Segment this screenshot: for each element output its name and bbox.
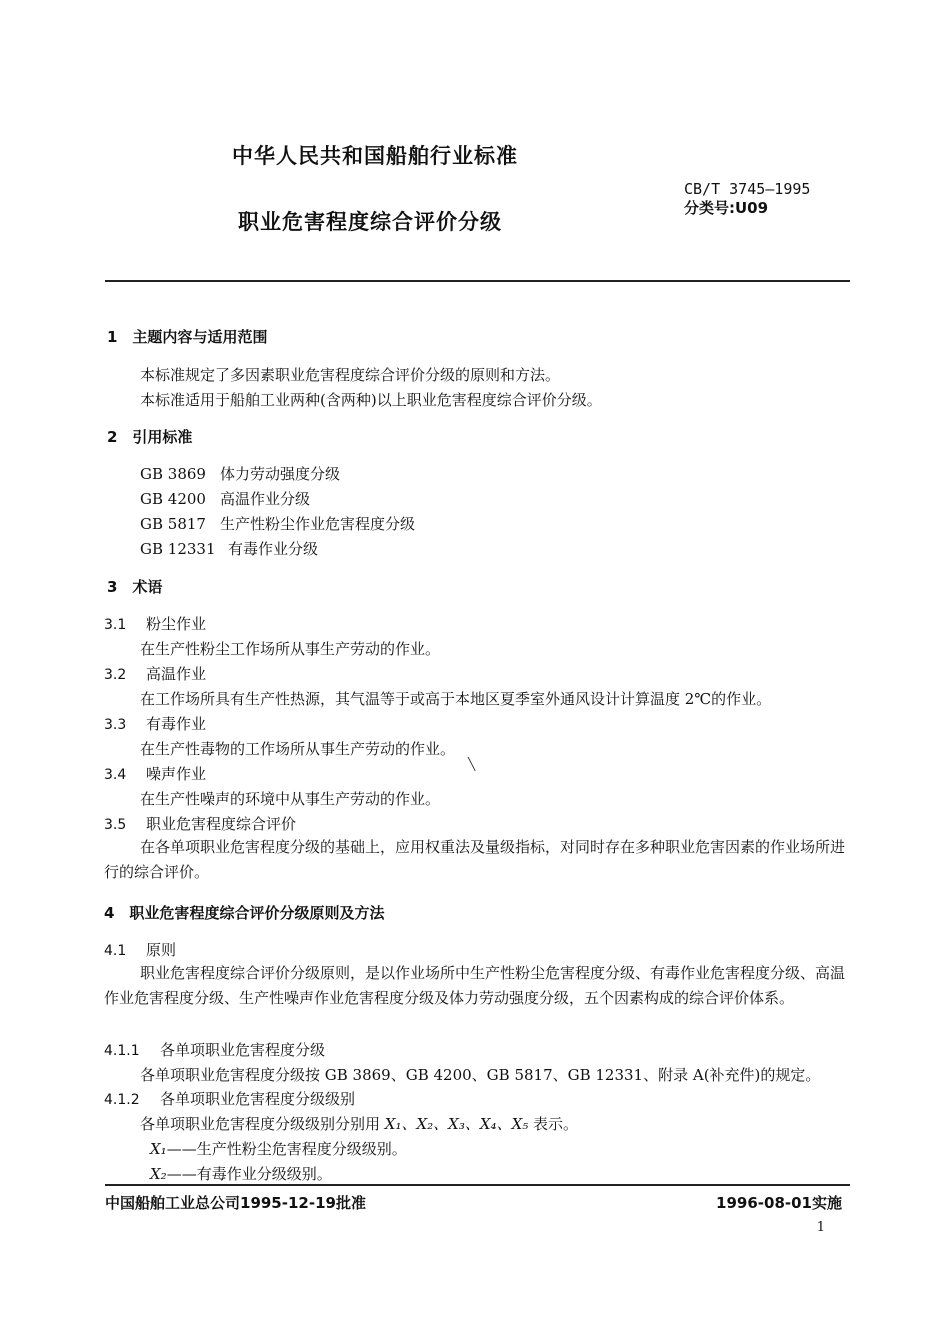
subsection-4-1-1-text: 各单项职业危害程度分级按 GB 3869、GB 4200、GB 5817、GB 12331、附录 A(补充件)的规定。 [140, 1066, 821, 1084]
variable-definition [150, 1138, 407, 1159]
standard-code: CB/T 3745—1995 [684, 180, 811, 198]
subsection-number: 4.1.1 [104, 1043, 140, 1059]
variable-text: ——有毒作业分级级别。 [166, 1165, 332, 1183]
text-segment: 各单项职业危害程度分级级别分别用 [140, 1115, 381, 1133]
section-1-paragraph-1: 本标准规定了多因素职业危害程度综合评价分级的原则和方法。 [140, 366, 561, 384]
reference-code: GB 3869 [140, 465, 206, 483]
subsection-4-1-2-heading [104, 1088, 355, 1109]
term-definition: 在工作场所具有生产性热源，其气温等于或高于本地区夏季室外通风设计计算温度 2℃的作业。 [140, 690, 772, 708]
term-definition: 在生产性粉尘工作场所从事生产劳动的作业。 [140, 640, 441, 658]
term-name: 职业危害程度综合评价 [146, 815, 297, 833]
subsection-4-1-text: 职业危害程度综合评价分级原则，是以作业场所中生产性粉尘危害程度分级、有毒作业危害程度分级、高温作业危害程度分级、生产性噪声作业危害程度分级及体力劳动强度分级，五个因素构成的综合评价体系。 [104, 964, 846, 1007]
reference-code: GB 5817 [140, 515, 206, 533]
section-3-heading: 3 术语 [107, 578, 163, 596]
reference-item [140, 538, 318, 559]
term-name: 有毒作业 [146, 715, 207, 733]
term-heading [104, 613, 206, 634]
subsection-number: 4.1 [104, 943, 127, 959]
reference-code: GB 4200 [140, 490, 206, 508]
term-definition: 在生产性毒物的工作场所从事生产劳动的作业。 [140, 740, 456, 758]
reference-title: 高温作业分级 [220, 490, 311, 508]
variable-symbol: X₁ [150, 1140, 167, 1158]
reference-title: 体力劳动强度分级 [220, 465, 341, 483]
term-heading [104, 763, 206, 784]
variable-list: X₁、X₂、X₃、X₄、X₅ [384, 1115, 529, 1133]
subsection-title: 各单项职业危害程度分级 [160, 1041, 326, 1059]
term-definition: 在各单项职业危害程度分级的基础上，应用权重法及量级指标，对同时存在多种职业危害因素的作业场所进行的综合评价。 [104, 838, 846, 881]
scan-mark: ╲ [468, 757, 476, 771]
term-heading [104, 713, 206, 734]
text-segment: 表示。 [533, 1115, 579, 1133]
subsection-4-1-heading [104, 939, 176, 960]
term-number: 3.5 [104, 817, 127, 833]
section-1-heading: 1 主题内容与适用范围 [107, 328, 268, 346]
reference-item [140, 463, 340, 484]
term-name: 高温作业 [146, 665, 207, 683]
reference-title: 生产性粉尘作业危害程度分级 [220, 515, 416, 533]
term-heading [104, 663, 206, 684]
section-4-heading: 4 职业危害程度综合评价分级原则及方法 [104, 904, 385, 922]
term-number: 3.1 [104, 617, 127, 633]
subsection-number: 4.1.2 [104, 1092, 140, 1108]
section-2-heading: 2 引用标准 [107, 428, 193, 446]
term-number: 3.2 [104, 667, 127, 683]
term-name: 噪声作业 [146, 765, 207, 783]
term-name: 粉尘作业 [146, 615, 207, 633]
variable-symbol: X₂ [150, 1165, 167, 1183]
section-1-paragraph-2: 本标准适用于船舶工业两种(含两种)以上职业危害程度综合评价分级。 [140, 391, 602, 409]
subsection-4-1-2-text [140, 1113, 578, 1134]
reference-title: 有毒作业分级 [228, 540, 319, 558]
footer-rule [105, 1184, 850, 1186]
term-number: 3.4 [104, 767, 127, 783]
page-number: 1 [816, 1220, 825, 1235]
subsection-4-1-1-heading [104, 1039, 325, 1060]
implementation-date: 1996-08-01实施 [716, 1194, 842, 1212]
header-rule [105, 280, 850, 282]
term-heading [104, 813, 296, 834]
document-title: 职业危害程度综合评价分级 [238, 210, 502, 234]
term-number: 3.3 [104, 717, 127, 733]
reference-item [140, 513, 415, 534]
subsection-title: 各单项职业危害程度分级级别 [160, 1090, 356, 1108]
variable-text: ——生产性粉尘危害程度分级级别。 [166, 1140, 407, 1158]
classification-number: 分类号:U09 [684, 199, 769, 217]
term-definition: 在生产性噪声的环境中从事生产劳动的作业。 [140, 790, 441, 808]
standard-title: 中华人民共和国船舶行业标准 [232, 144, 518, 168]
variable-definition [150, 1163, 332, 1184]
reference-code: GB 12331 [140, 540, 216, 558]
reference-item [140, 488, 310, 509]
approval-line: 中国船舶工业总公司1995-12-19批准 [105, 1194, 366, 1212]
subsection-title: 原则 [146, 941, 177, 959]
standard-code-block [684, 180, 810, 218]
